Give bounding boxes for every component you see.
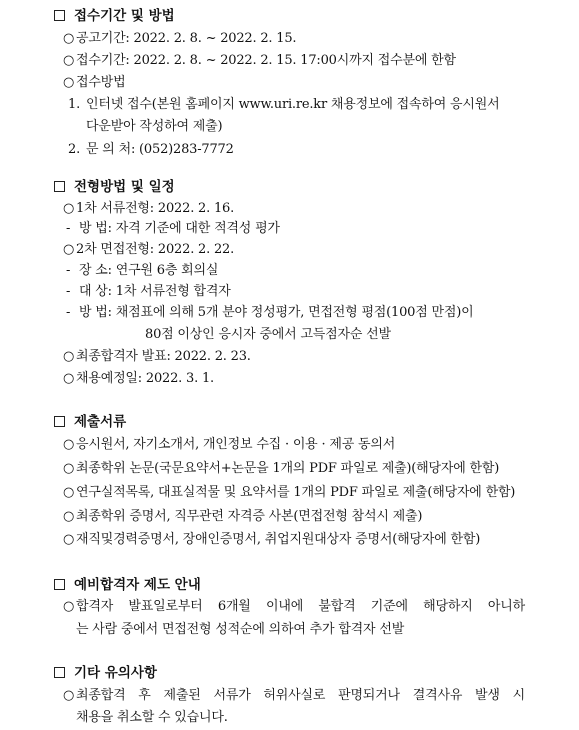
list-item: ○ 접수방법 [63,75,126,90]
list-item: ○ 공고기간: 2022. 2. 8. ~ 2022. 2. 15. [63,31,297,46]
section-heading: 제출서류 [54,413,126,431]
list-item: - 장 소: 연구원 6층 회의실 [66,263,219,278]
checkbox-square-icon [54,667,65,678]
section-heading: 전형방법 및 일정 [54,178,175,196]
list-item: ○ 접수기간: 2022. 2. 8. ~ 2022. 2. 15. 17:00시까지 접수분에 한함 [63,53,456,68]
list-item: 2. 문 의 처: (052)283-7772 [68,142,234,157]
list-item: - 대 상: 1차 서류전형 합격자 [66,284,231,299]
list-item: ○ 1차 서류전형: 2022. 2. 16. [63,201,235,216]
list-item: ○ 응시원서, 자기소개서, 개인정보 수집 · 이용 · 제공 동의서 [63,437,396,452]
checkbox-square-icon [54,579,65,590]
checkbox-square-icon [54,10,65,21]
list-item: ○ 최종학위 논문(국문요약서+논문을 1개의 PDF 파일로 제출)(해당자에 한함) [63,461,500,476]
list-item: ○ 최종합격자 발표: 2022. 2. 23. [63,349,251,364]
checkbox-square-icon [54,416,65,427]
section-heading: 기타 유의사항 [54,664,157,682]
section-heading: 접수기간 및 방법 [54,7,175,25]
list-item-continuation: 80점 이상인 응시자 중에서 고득점자순 선발 [145,327,391,342]
list-item: ○ 2차 면접전형: 2022. 2. 22. [63,242,235,257]
list-item: ○ 최종합격 후 제출된 서류가 허위사실로 판명되거나 결격사유 발생 시 [63,688,525,703]
section-heading: 예비합격자 제도 안내 [54,576,201,594]
list-item: ○ 최종학위 증명서, 직무관련 자격증 사본(면접전형 참석시 제출) [63,509,423,524]
list-item: - 방 법: 채점표에 의해 5개 분야 정성평가, 면접전형 평점(100점 만점)이 [66,305,474,320]
list-item: ○ 합격자 발표일로부터 6개월 이내에 불합격 기준에 해당하지 아니하 [63,599,525,614]
list-item-continuation: 는 사람 중에서 면접전형 성적순에 의하여 추가 합격자 선발 [76,622,405,637]
checkbox-square-icon [54,181,65,192]
list-item: - 방 법: 자격 기준에 대한 적격성 평가 [66,221,280,236]
list-item-continuation: 다운받아 작성하여 제출) [86,119,223,134]
list-item: ○ 연구실적목록, 대표실적물 및 요약서를 1개의 PDF 파일로 제출(해당자에 한함) [63,485,516,500]
list-item-continuation: 채용을 취소할 수 있습니다. [76,710,228,725]
list-item: 1. 인터넷 접수(본원 홈페이지 www.uri.re.kr 채용정보에 접속하여 응시원서 [68,97,500,112]
list-item: ○ 재직및경력증명서, 장애인증명서, 취업지원대상자 증명서(해당자에 한함) [63,532,481,547]
list-item: ○ 채용예정일: 2022. 3. 1. [63,371,214,386]
